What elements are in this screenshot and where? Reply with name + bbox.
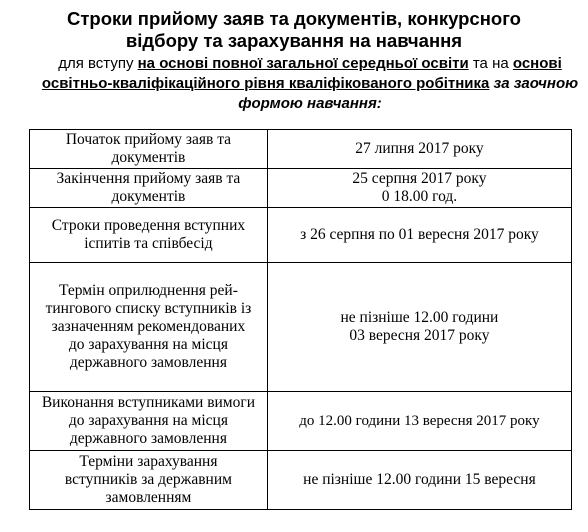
row-value: 27 липня 2017 року xyxy=(267,130,571,169)
subtitle-part-3: та на xyxy=(468,55,513,72)
title-line-1: Строки прийому заяв та документів, конкурсного xyxy=(67,8,521,29)
subtitle-part-5: за заочною формою навчання: xyxy=(238,75,579,112)
row-label: Термін оприлюднення рей-тингового списку вступників із зазначенням рекомендованих до зарахування на місця державного замовлення xyxy=(30,263,268,392)
title-line-2: відбору та зарахування на навчання xyxy=(125,30,463,51)
table-row xyxy=(30,392,572,451)
subtitle-part-1: для вступу xyxy=(58,55,138,72)
table-row xyxy=(30,263,572,392)
table-row xyxy=(30,169,572,208)
row-label: Початок прийому заяв та документів xyxy=(30,130,268,169)
subtitle-part-2: на основі повної загальної середньої освіти xyxy=(137,55,469,72)
row-label: Терміни зарахування вступників за державним замовленням xyxy=(30,451,268,510)
page-subtitle xyxy=(40,54,580,114)
row-value: не пізніше 12.00 години 15 вересня xyxy=(267,451,571,510)
row-value: 25 серпня 2017 року 0 18.00 год. xyxy=(267,169,571,208)
row-value: з 26 серпня по 01 вересня 2017 року xyxy=(267,208,571,263)
table-row xyxy=(30,208,572,263)
table-row xyxy=(30,451,572,510)
row-label: Закінчення прийому заяв та документів xyxy=(30,169,268,208)
row-value: до 12.00 години 13 вересня 2017 року xyxy=(267,392,571,451)
table-row xyxy=(30,130,572,169)
page-title xyxy=(0,8,588,52)
schedule-table xyxy=(29,129,572,510)
row-label: Строки проведення вступних іспитів та співбесід xyxy=(30,208,268,263)
row-label: Виконання вступниками вимоги до зарахування на місця державного замовлення xyxy=(30,392,268,451)
row-value: не пізніше 12.00 години 03 вересня 2017 року xyxy=(267,263,571,392)
subtitle-part-4: основі освітньо-кваліфікаційного рівня кваліфікованого робітника xyxy=(41,55,562,92)
